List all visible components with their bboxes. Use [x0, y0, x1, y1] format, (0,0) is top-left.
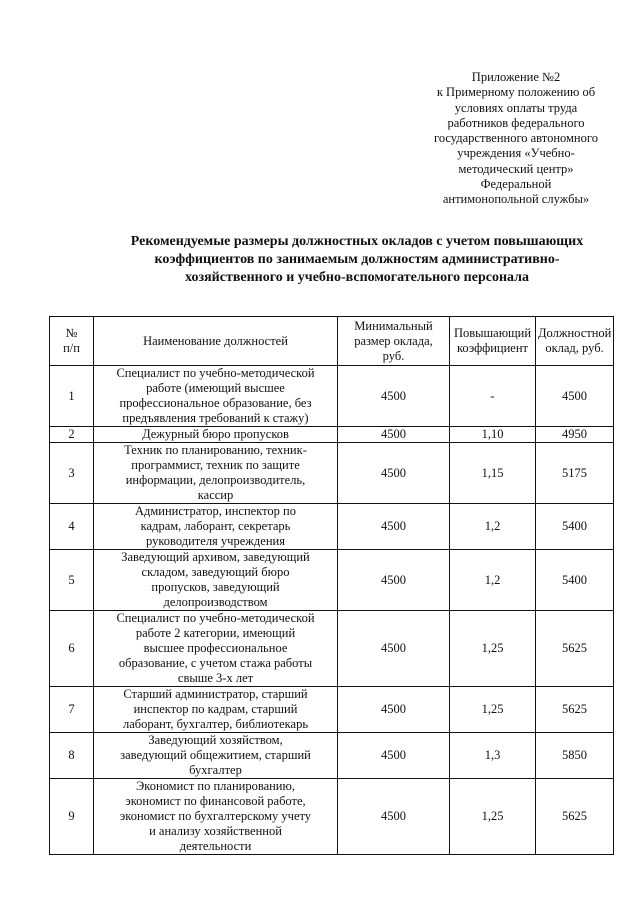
header-num: № п/п	[50, 317, 94, 366]
header-min-salary: Минимальный размер оклада, руб.	[338, 317, 450, 366]
cell-min-salary: 4500	[338, 611, 450, 687]
salary-table	[49, 316, 614, 855]
title-line: коэффициентов по занимаемым должностям административно-	[154, 252, 560, 267]
cell-salary: 5625	[536, 611, 614, 687]
appendix-line: условиях оплаты труда	[454, 100, 578, 115]
header-position: Наименование должностей	[94, 317, 338, 366]
appendix-line: работников федерального	[447, 115, 585, 130]
cell-salary: 4500	[536, 366, 614, 427]
table-row	[50, 366, 614, 427]
cell-min-salary: 4500	[338, 779, 450, 855]
title-line: хозяйственного и учебно-вспомогательного персонала	[185, 270, 529, 285]
cell-salary: 5175	[536, 443, 614, 504]
cell-position: Экономист по планированию, экономист по финансовой работе, экономист по бухгалтерскому учету и анализу хозяйственной деятельности	[94, 779, 338, 855]
cell-coefficient: 1,2	[450, 550, 536, 611]
cell-min-salary: 4500	[338, 687, 450, 733]
table-row	[50, 611, 614, 687]
cell-min-salary: 4500	[338, 550, 450, 611]
cell-position: Дежурный бюро пропусков	[94, 427, 338, 443]
cell-min-salary: 4500	[338, 504, 450, 550]
cell-min-salary: 4500	[338, 366, 450, 427]
appendix-note	[396, 70, 636, 208]
cell-num: 7	[50, 687, 94, 733]
cell-min-salary: 4500	[338, 443, 450, 504]
document-title	[60, 233, 640, 287]
cell-salary: 5625	[536, 687, 614, 733]
cell-coefficient: -	[450, 366, 536, 427]
table-row	[50, 550, 614, 611]
appendix-line: антимонопольной службы»	[442, 192, 590, 207]
appendix-line: государственного автономного	[434, 131, 598, 146]
cell-coefficient: 1,25	[450, 687, 536, 733]
appendix-line: Федеральной	[480, 177, 552, 192]
table-row	[50, 687, 614, 733]
cell-salary: 4950	[536, 427, 614, 443]
cell-num: 2	[50, 427, 94, 443]
appendix-line: к Примерному положению об	[436, 85, 596, 100]
cell-salary: 5625	[536, 779, 614, 855]
table-row	[50, 427, 614, 443]
title-line: Рекомендуемые размеры должностных окладов с учетом повышающих	[130, 234, 584, 249]
table-header-row	[50, 317, 614, 366]
cell-salary: 5850	[536, 733, 614, 779]
cell-coefficient: 1,10	[450, 427, 536, 443]
cell-num: 4	[50, 504, 94, 550]
table-row	[50, 733, 614, 779]
cell-min-salary: 4500	[338, 427, 450, 443]
cell-coefficient: 1,25	[450, 779, 536, 855]
cell-coefficient: 1,15	[450, 443, 536, 504]
cell-coefficient: 1,25	[450, 611, 536, 687]
cell-position: Специалист по учебно-методической работе 2 категории, имеющий высшее профессиональное образование, с учетом стажа работы свыше 3-х лет	[94, 611, 338, 687]
cell-position: Специалист по учебно-методической работе (имеющий высшее профессиональное образование, без предъявления требований к стажу)	[94, 366, 338, 427]
cell-coefficient: 1,3	[450, 733, 536, 779]
table-row	[50, 443, 614, 504]
table-row	[50, 504, 614, 550]
cell-position: Старший администратор, старший инспектор по кадрам, старший лаборант, бухгалтер, библиотекарь	[94, 687, 338, 733]
cell-num: 3	[50, 443, 94, 504]
header-coefficient: Повышающий коэффициент	[450, 317, 536, 366]
cell-position: Заведующий архивом, заведующий складом, заведующий бюро пропусков, заведующий делопроизводством	[94, 550, 338, 611]
cell-num: 5	[50, 550, 94, 611]
cell-position: Администратор, инспектор по кадрам, лаборант, секретарь руководителя учреждения	[94, 504, 338, 550]
appendix-line: методический центр»	[458, 161, 574, 176]
table-row	[50, 779, 614, 855]
cell-coefficient: 1,2	[450, 504, 536, 550]
appendix-line: учреждения «Учебно-	[457, 146, 575, 161]
cell-num: 9	[50, 779, 94, 855]
cell-salary: 5400	[536, 550, 614, 611]
appendix-line: Приложение №2	[471, 70, 561, 84]
cell-position: Заведующий хозяйством, заведующий общежитием, старший бухгалтер	[94, 733, 338, 779]
cell-min-salary: 4500	[338, 733, 450, 779]
cell-num: 1	[50, 366, 94, 427]
cell-position: Техник по планированию, техник- программист, техник по защите информации, делопроизводитель, кассир	[94, 443, 338, 504]
header-salary: Должностной оклад, руб.	[536, 317, 614, 366]
cell-num: 6	[50, 611, 94, 687]
cell-num: 8	[50, 733, 94, 779]
cell-salary: 5400	[536, 504, 614, 550]
